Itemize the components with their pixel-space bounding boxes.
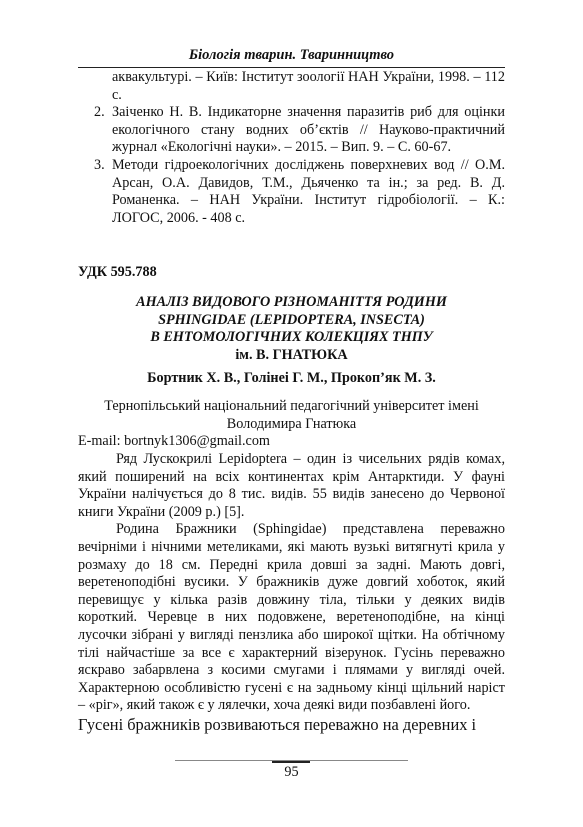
reference-item	[78, 157, 505, 227]
article-body	[78, 451, 505, 734]
reference-text: Заіченко Н. В. Індикаторне значення паразитів риб для оцінки екологічного стану водних об’єктів // Науково-практичний журнал «Екологічні науки». – 2015. – Вип. 9. – С. 60-67.	[112, 104, 505, 156]
udc-code: УДК 595.788	[78, 264, 157, 280]
reference-number: 3.	[94, 156, 105, 173]
reference-number: 2.	[94, 104, 105, 121]
reference-item	[78, 104, 505, 157]
reference-list	[78, 69, 505, 227]
header-rule	[78, 67, 505, 68]
body-paragraph: Родина Бражники (Sphingidae) представлена переважно вечірніми і нічними метеликами, які мають вузькі витягнуті крила у розмаху до 18 см. Передні крила довші за задні. Мають довгі, веретеноподібні вусики. У бражників дуже довгий хоботок, який перевищує у кілька разів довжину тіла, тільки у деяких видів короткий. Черевце в них подовжене, веретеноподібне, на кінці лусочки зібрані у вигляді пензлика або широкої щітки. На обтічному тілі найчастіше за все є характерний візерунок. Гусінь переважно яскраво забарвлена з косими смугами і плямами у вигляді очей. Характерною особливістю гусені є на задньому кінці щільний наріст – «ріг», який також є у лялечки, хоча деякі види позбавлені його.	[78, 521, 505, 714]
authors: Бортник Х. В., Голінеі Г. М., Прокоп’як М. З.	[147, 370, 436, 386]
title-line: SPHINGIDAE (LEPIDOPTERA, INSECTA)	[158, 311, 425, 328]
running-header: Біологія тварин. Тваринництво	[188, 47, 395, 63]
title-line: ім. В. ГНАТЮКА	[235, 346, 348, 363]
title-line: АНАЛІЗ ВИДОВОГО РІЗНОМАНІТТЯ РОДИНИ	[136, 294, 447, 310]
footer-rule-accent	[272, 761, 310, 763]
page-number: 95	[284, 764, 299, 780]
article-title	[78, 294, 505, 364]
email: E-mail: bortnyk1306@gmail.com	[78, 433, 270, 449]
body-last-line: Гусені бражників розвиваються переважно на деревних і	[78, 714, 477, 734]
affiliation: Тернопільський національний педагогічний університет імені Володимира Гнатюка	[104, 398, 479, 432]
reference-text: Методи гідроекологічних досліджень поверхневих вод // О.М. Арсан, О.А. Давидов, Т.М., Дьяченко та ін.; за ред. В. Д. Романенка. – НАН України. Інститут гідробіології. – К.: ЛОГОС, 2006. - 408 с.	[112, 156, 505, 226]
reference-item	[78, 69, 505, 104]
body-paragraph: Ряд Лускокрилі Lepidoptera – один із чисельних рядів комах, який поширений на всіх континентах крім Антарктиди. У фауні України налічується до 8 тис. видів. 55 видів занесено до Червоної книги України (2009 р.) [5].	[78, 451, 505, 520]
title-line: В ЕНТОМОЛОГІЧНИХ КОЛЕКЦІЯХ ТНПУ	[150, 329, 433, 346]
reference-text: аквакультурі. – Київ: Інститут зоології НАН України, 1998. – 112 с.	[112, 69, 505, 103]
